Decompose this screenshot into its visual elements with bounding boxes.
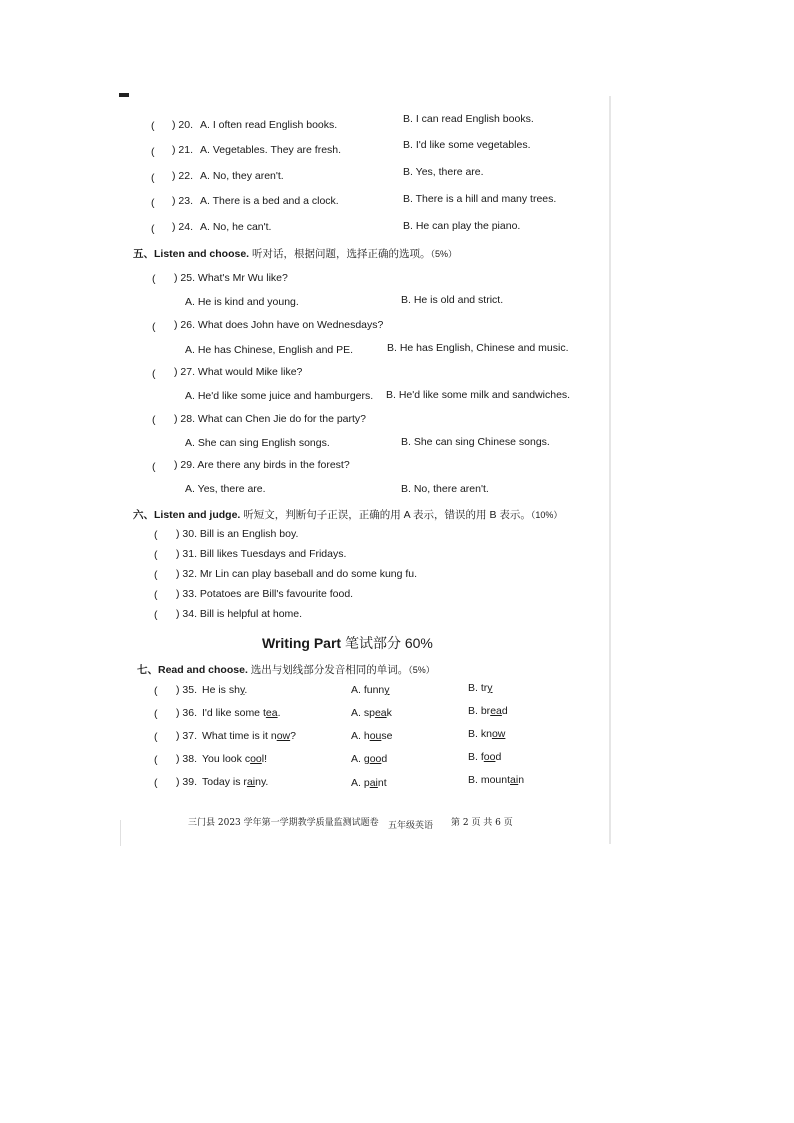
underlined-sound: ai — [246, 776, 256, 788]
section-number: 五、 — [133, 248, 154, 260]
option-b: B. He has English, Chinese and music. — [387, 342, 569, 354]
question-number: ) 39. — [176, 776, 198, 788]
option-a: A. No, they aren't. — [200, 170, 284, 182]
answer-blank[interactable]: ( — [152, 368, 156, 380]
statement-31: ) 31. Bill likes Tuesdays and Fridays. — [176, 548, 347, 560]
answer-blank[interactable]: ( — [152, 414, 156, 426]
writing-part-cn: 笔试部分 60% — [344, 635, 433, 651]
option-a: A. house — [351, 730, 393, 742]
option-a: A. She can sing English songs. — [185, 437, 330, 449]
section-score: （5%） — [430, 249, 458, 259]
option-a: A. No, he can't. — [200, 221, 272, 233]
underlined-sound: y — [239, 684, 245, 696]
scan-page-edge-left — [120, 820, 121, 846]
question-number: ) 38. — [176, 753, 198, 765]
option-b: B. He is old and strict. — [401, 294, 504, 306]
scan-corner-mark — [119, 93, 129, 97]
option-b: B. Yes, there are. — [403, 166, 484, 178]
option-b: B. I can read English books. — [403, 113, 534, 125]
option-b: B. try — [468, 682, 493, 694]
question-text: Today is rainy. — [202, 776, 269, 788]
section-title: Listen and judge. — [154, 509, 241, 521]
underlined-sound: ea — [490, 705, 502, 717]
section-instruction: 选出与划线部分发音相同的单词。 — [250, 664, 409, 676]
underlined-sound: y — [487, 682, 493, 694]
question-number: ) 22. — [172, 170, 194, 182]
underlined-sound: oo — [250, 753, 262, 765]
statement-34: ) 34. Bill is helpful at home. — [176, 608, 303, 620]
answer-blank[interactable]: ( — [154, 754, 158, 766]
statement-33: ) 33. Potatoes are Bill's favourite food. — [176, 588, 354, 600]
answer-blank[interactable]: ( — [154, 589, 158, 601]
answer-blank[interactable]: ( — [154, 731, 158, 743]
option-a: A. I often read English books. — [200, 119, 338, 131]
option-b: B. She can sing Chinese songs. — [401, 436, 550, 448]
option-a: A. speak — [351, 707, 392, 719]
option-b: B. No, there aren't. — [401, 483, 489, 495]
question-text: I'd like some tea. — [202, 707, 281, 719]
option-a: A. paint — [351, 777, 387, 789]
question-number: ) 23. — [172, 195, 194, 207]
question-text: ) 27. What would Mike like? — [174, 366, 303, 378]
answer-blank[interactable]: ( — [154, 685, 158, 697]
statement-32: ) 32. Mr Lin can play baseball and do some kung fu. — [176, 568, 418, 580]
question-number: ) 36. — [176, 707, 198, 719]
option-a: A. good — [351, 753, 388, 765]
section-number: 七、 — [137, 664, 158, 676]
underlined-sound: ow — [276, 730, 291, 742]
scan-page-edge — [609, 96, 611, 844]
section-instruction: 听短文，判断句子正误，正确的用 A 表示，错误的用 B 表示。 — [243, 509, 531, 521]
underlined-sound: ow — [491, 728, 506, 740]
question-text: ) 26. What does John have on Wednesdays? — [174, 319, 384, 331]
question-text: What time is it now? — [202, 730, 296, 742]
section-score: （5%） — [408, 665, 435, 675]
answer-blank[interactable]: ( — [154, 609, 158, 621]
question-text: You look cool! — [202, 753, 268, 765]
section-6-header — [133, 508, 562, 522]
question-text: ) 25. What's Mr Wu like? — [174, 272, 288, 284]
option-b: B. know — [468, 728, 506, 740]
answer-blank[interactable]: ( — [154, 777, 158, 789]
answer-blank[interactable]: ( — [152, 273, 156, 285]
answer-blank[interactable]: ( — [151, 120, 155, 132]
answer-blank[interactable]: ( — [151, 223, 155, 235]
answer-blank[interactable]: ( — [154, 549, 158, 561]
question-number: ) 20. — [172, 119, 194, 131]
footer-page-number: 第 2 页 共 6 页 — [451, 818, 513, 828]
option-b: B. I'd like some vegetables. — [403, 139, 531, 151]
underlined-sound: ai — [510, 774, 519, 786]
footer-exam-title: 三门县 2023 学年第一学期教学质量监测试题卷 — [188, 818, 379, 828]
underlined-sound: oo — [369, 753, 382, 765]
option-b: B. He'd like some milk and sandwiches. — [386, 389, 571, 401]
option-b: B. There is a hill and many trees. — [403, 193, 557, 205]
option-a: A. He has Chinese, English and PE. — [185, 344, 354, 356]
writing-part-heading — [262, 634, 433, 652]
underlined-sound: y — [384, 684, 390, 696]
underlined-sound: oo — [483, 751, 496, 763]
underlined-sound: ai — [369, 777, 378, 789]
question-number: ) 37. — [176, 730, 198, 742]
section-score: （10%） — [530, 510, 563, 520]
question-number: ) 35. — [176, 684, 198, 696]
answer-blank[interactable]: ( — [152, 321, 156, 333]
option-b: B. bread — [468, 705, 508, 717]
question-text: ) 29. Are there any birds in the forest? — [174, 459, 350, 471]
option-a: A. Yes, there are. — [185, 483, 266, 495]
option-b: B. mountain — [468, 774, 525, 786]
section-title: Read and choose. — [158, 664, 248, 676]
option-b: B. He can play the piano. — [403, 220, 521, 232]
option-b: B. food — [468, 751, 502, 763]
question-number: ) 21. — [172, 144, 194, 156]
statement-30: ) 30. Bill is an English boy. — [176, 528, 299, 540]
answer-blank[interactable]: ( — [151, 197, 155, 209]
section-instruction: 听对话，根据问题，选择正确的选项。 — [252, 248, 431, 260]
question-text: ) 28. What can Chen Jie do for the party? — [174, 413, 367, 425]
answer-blank[interactable]: ( — [151, 146, 155, 158]
option-a: A. He'd like some juice and hamburgers. — [185, 390, 374, 402]
section-5-header — [133, 247, 457, 261]
underlined-sound: ea — [374, 707, 387, 719]
answer-blank[interactable]: ( — [152, 461, 156, 473]
answer-blank[interactable]: ( — [151, 172, 155, 184]
answer-blank[interactable]: ( — [154, 529, 158, 541]
section-number: 六、 — [133, 509, 154, 521]
writing-part-en: Writing Part — [262, 635, 345, 651]
underlined-sound: ou — [369, 730, 382, 742]
option-a: A. Vegetables. They are fresh. — [200, 144, 342, 156]
option-a: A. He is kind and young. — [185, 296, 299, 308]
footer-subject: 五年级英语 — [388, 821, 434, 831]
underlined-sound: ea — [265, 707, 278, 719]
option-a: A. There is a bed and a clock. — [200, 195, 339, 207]
question-number: ) 24. — [172, 221, 194, 233]
section-title: Listen and choose. — [154, 248, 250, 260]
answer-blank[interactable]: ( — [154, 708, 158, 720]
option-a: A. funny — [351, 684, 390, 696]
answer-blank[interactable]: ( — [154, 569, 158, 581]
question-text: He is shy. — [202, 684, 248, 696]
section-7-header — [137, 663, 435, 677]
